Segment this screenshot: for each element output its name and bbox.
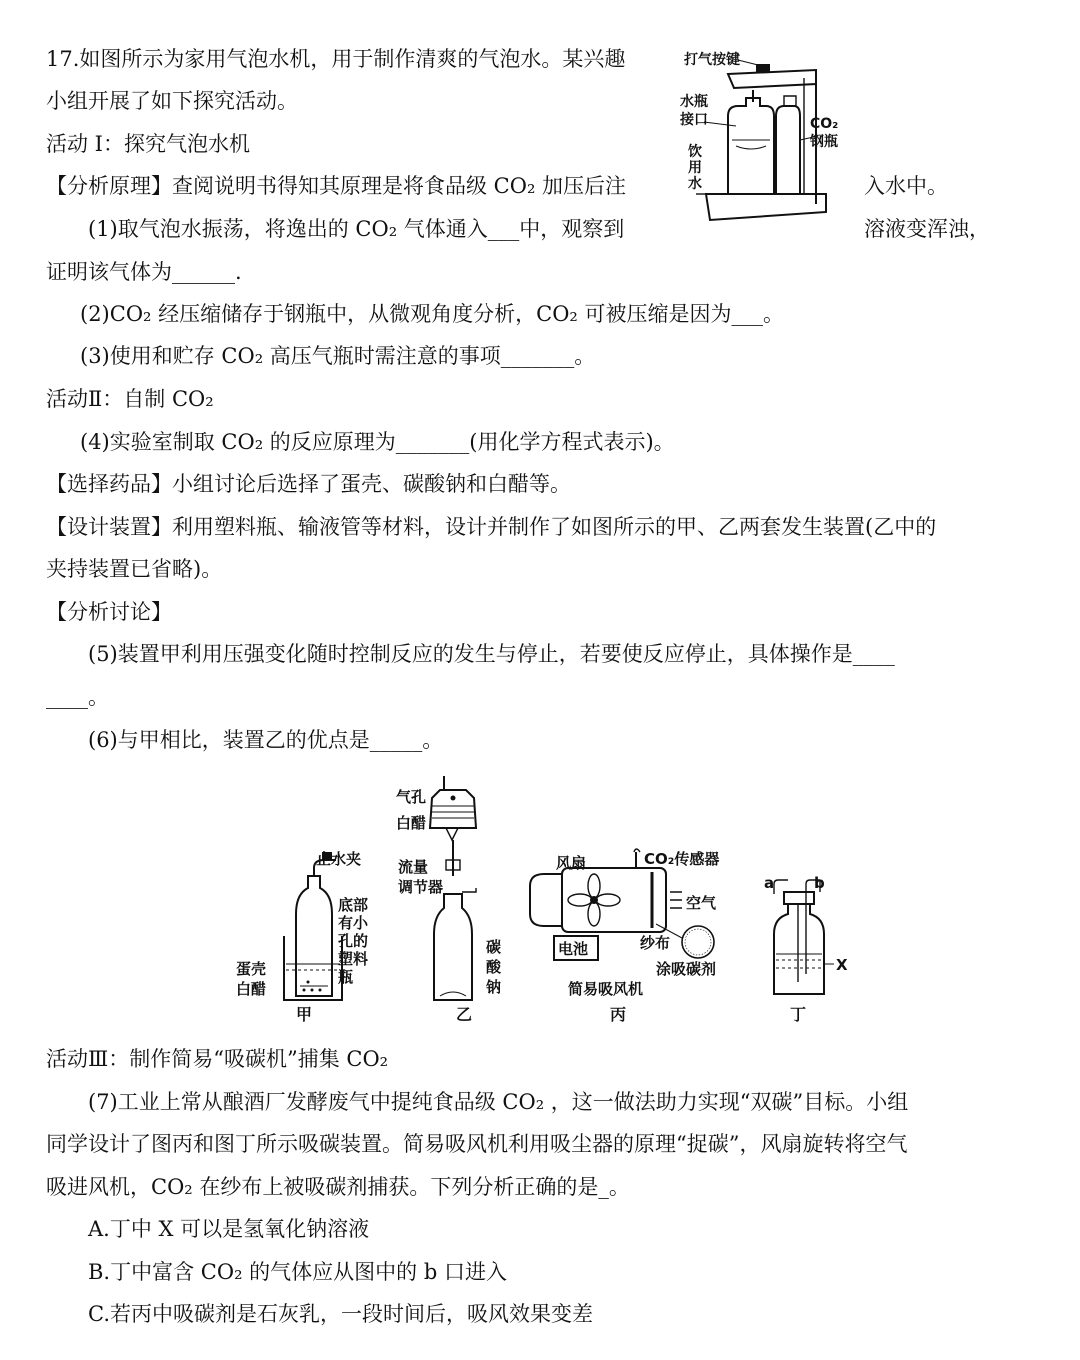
- activity-1-heading: 活动 I：探究气泡水机: [46, 132, 250, 156]
- label-port-a: a: [764, 874, 775, 892]
- label-drink-1: 饮: [688, 144, 702, 160]
- option-c: C.若丙中吸碳剂是石灰乳，一段时间后，吸风效果变差: [88, 1302, 593, 1326]
- activity-2-heading: 活动Ⅱ：自制 CO₂: [46, 387, 214, 411]
- question-stem-line-2: 小组开展了如下探究活动。: [46, 89, 298, 113]
- water-bottle: [728, 98, 774, 194]
- carbon-absorbent-gauze: [682, 926, 714, 958]
- label-water-stop-clamp: 止水夹: [316, 850, 362, 868]
- label-regulator: 调节器: [398, 878, 444, 896]
- apparatus-jia: [236, 850, 369, 1024]
- question-7-line-1: (7)工业上常从酿酒厂发酵废气中提纯食品级 CO₂ ，这一做法助力实现“双碳”目标。小组: [88, 1090, 909, 1114]
- machine-base: [706, 194, 826, 220]
- label-battery: 电池: [558, 940, 589, 958]
- stopper: [784, 892, 814, 904]
- label-co2-sensor: CO₂传感器: [644, 850, 720, 868]
- label-interface: 接口: [680, 112, 708, 128]
- label-eggshell: 蛋壳: [236, 960, 267, 978]
- label-simple-blower: 简易吸风机: [568, 980, 644, 998]
- question-3-line: (3)使用和贮存 CO₂ 高压气瓶时需注意的事项_______。: [80, 344, 596, 368]
- select-reagents-line: 【选择药品】小组讨论后选择了蛋壳、碳酸钠和白醋等。: [46, 472, 571, 496]
- question-5-line-2: ____。: [46, 685, 109, 709]
- label-port-b: b: [814, 874, 825, 892]
- label-white-vinegar: 白醋: [236, 980, 267, 998]
- apparatus-figure: [220, 768, 860, 1030]
- apparatus-yi: [396, 776, 502, 1024]
- label-plastic: 塑料: [338, 950, 369, 968]
- question-1-line-end: 溶液变浑浊，: [864, 217, 990, 241]
- label-acid: 酸: [486, 958, 502, 976]
- label-air-hole: 气孔: [396, 788, 427, 806]
- apparatus-bing: [530, 849, 719, 1024]
- option-a: A.丁中 X 可以是氢氧化钠溶液: [88, 1217, 370, 1241]
- label-carbon-absorbent: 涂吸碳剂: [656, 960, 717, 978]
- co2-cylinder: [776, 106, 800, 194]
- question-4-line: (4)实验室制取 CO₂ 的反应原理为_______(用化学方程式表示)。: [80, 430, 675, 454]
- label-holes: 孔的: [338, 932, 369, 950]
- apparatus-ding: [764, 874, 848, 1024]
- plastic-bottle: [296, 876, 332, 996]
- label-fan: 风扇: [556, 854, 587, 872]
- caption-bing: 丙: [610, 1005, 627, 1024]
- question-2-line: (2)CO₂ 经压缩储存于钢瓶中，从微观角度分析，CO₂ 可被压缩是因为___。: [80, 302, 784, 326]
- label-has-small: 有小: [338, 914, 369, 932]
- design-apparatus-line-1: 【设计装置】利用塑料瓶、输液管等材料，设计并制作了如图所示的甲、乙两套发生装置(乙中的: [46, 515, 937, 539]
- machine-top-housing: [728, 70, 816, 88]
- label-bottle: 瓶: [338, 968, 354, 986]
- sodium-carbonate-bottle: [434, 894, 472, 1000]
- label-bottom: 底部: [338, 896, 369, 914]
- label-steel-cylinder: 钢瓶: [810, 134, 838, 150]
- analysis-discussion-heading: 【分析讨论】: [46, 600, 172, 624]
- label-pump-button: 打气按键: [684, 52, 740, 68]
- label-flow: 流量: [398, 858, 429, 876]
- question-1-line-2: 证明该气体为______.: [46, 260, 242, 284]
- question-6-line: (6)与甲相比，装置乙的优点是_____。: [88, 728, 444, 752]
- caption-yi: 乙: [456, 1005, 473, 1024]
- soda-machine-figure: [676, 44, 856, 244]
- label-yi-vinegar: 白醋: [396, 814, 427, 832]
- option-b: B.丁中富含 CO₂ 的气体应从图中的 b 口进入: [88, 1260, 507, 1284]
- label-sodium: 钠: [486, 978, 502, 996]
- caption-ding: 丁: [790, 1005, 807, 1024]
- label-drink-2: 用: [688, 160, 702, 176]
- label-drink-3: 水: [688, 176, 702, 192]
- gas-washing-bottle: [774, 904, 824, 994]
- label-carbon: 碳: [486, 938, 502, 956]
- question-stem-line-1: 17.如图所示为家用气泡水机，用于制作清爽的气泡水。某兴趣: [46, 47, 626, 71]
- label-water-bottle: 水瓶: [680, 94, 708, 110]
- question-1-line: (1)取气泡水振荡，将逸出的 CO₂ 气体通入___中，观察到: [88, 217, 625, 241]
- caption-jia: 甲: [296, 1005, 313, 1024]
- analysis-principle-line: 【分析原理】查阅说明书得知其原理是将食品级 CO₂ 加压后注: [46, 174, 627, 198]
- label-gauze: 纱布: [640, 934, 671, 952]
- analysis-principle-line-end: 入水中。: [864, 174, 948, 198]
- label-air: 空气: [686, 894, 717, 912]
- simple-blower: [562, 868, 666, 932]
- label-co2: CO₂: [810, 116, 839, 132]
- design-apparatus-line-2: 夹持装置已省略)。: [46, 557, 223, 581]
- label-x: X: [836, 956, 848, 974]
- question-5-line-1: (5)装置甲利用压强变化随时控制反应的发生与停止，若要使反应停止，具体操作是____: [88, 642, 895, 666]
- activity-3-heading: 活动Ⅲ：制作简易“吸碳机”捕集 CO₂: [46, 1047, 389, 1071]
- question-7-line-3: 吸进风机，CO₂ 在纱布上被吸碳剂捕获。下列分析正确的是_。: [46, 1175, 630, 1199]
- question-7-line-2: 同学设计了图丙和图丁所示吸碳装置。简易吸风机利用吸尘器的原理“捉碳”，风扇旋转将空气: [46, 1132, 908, 1156]
